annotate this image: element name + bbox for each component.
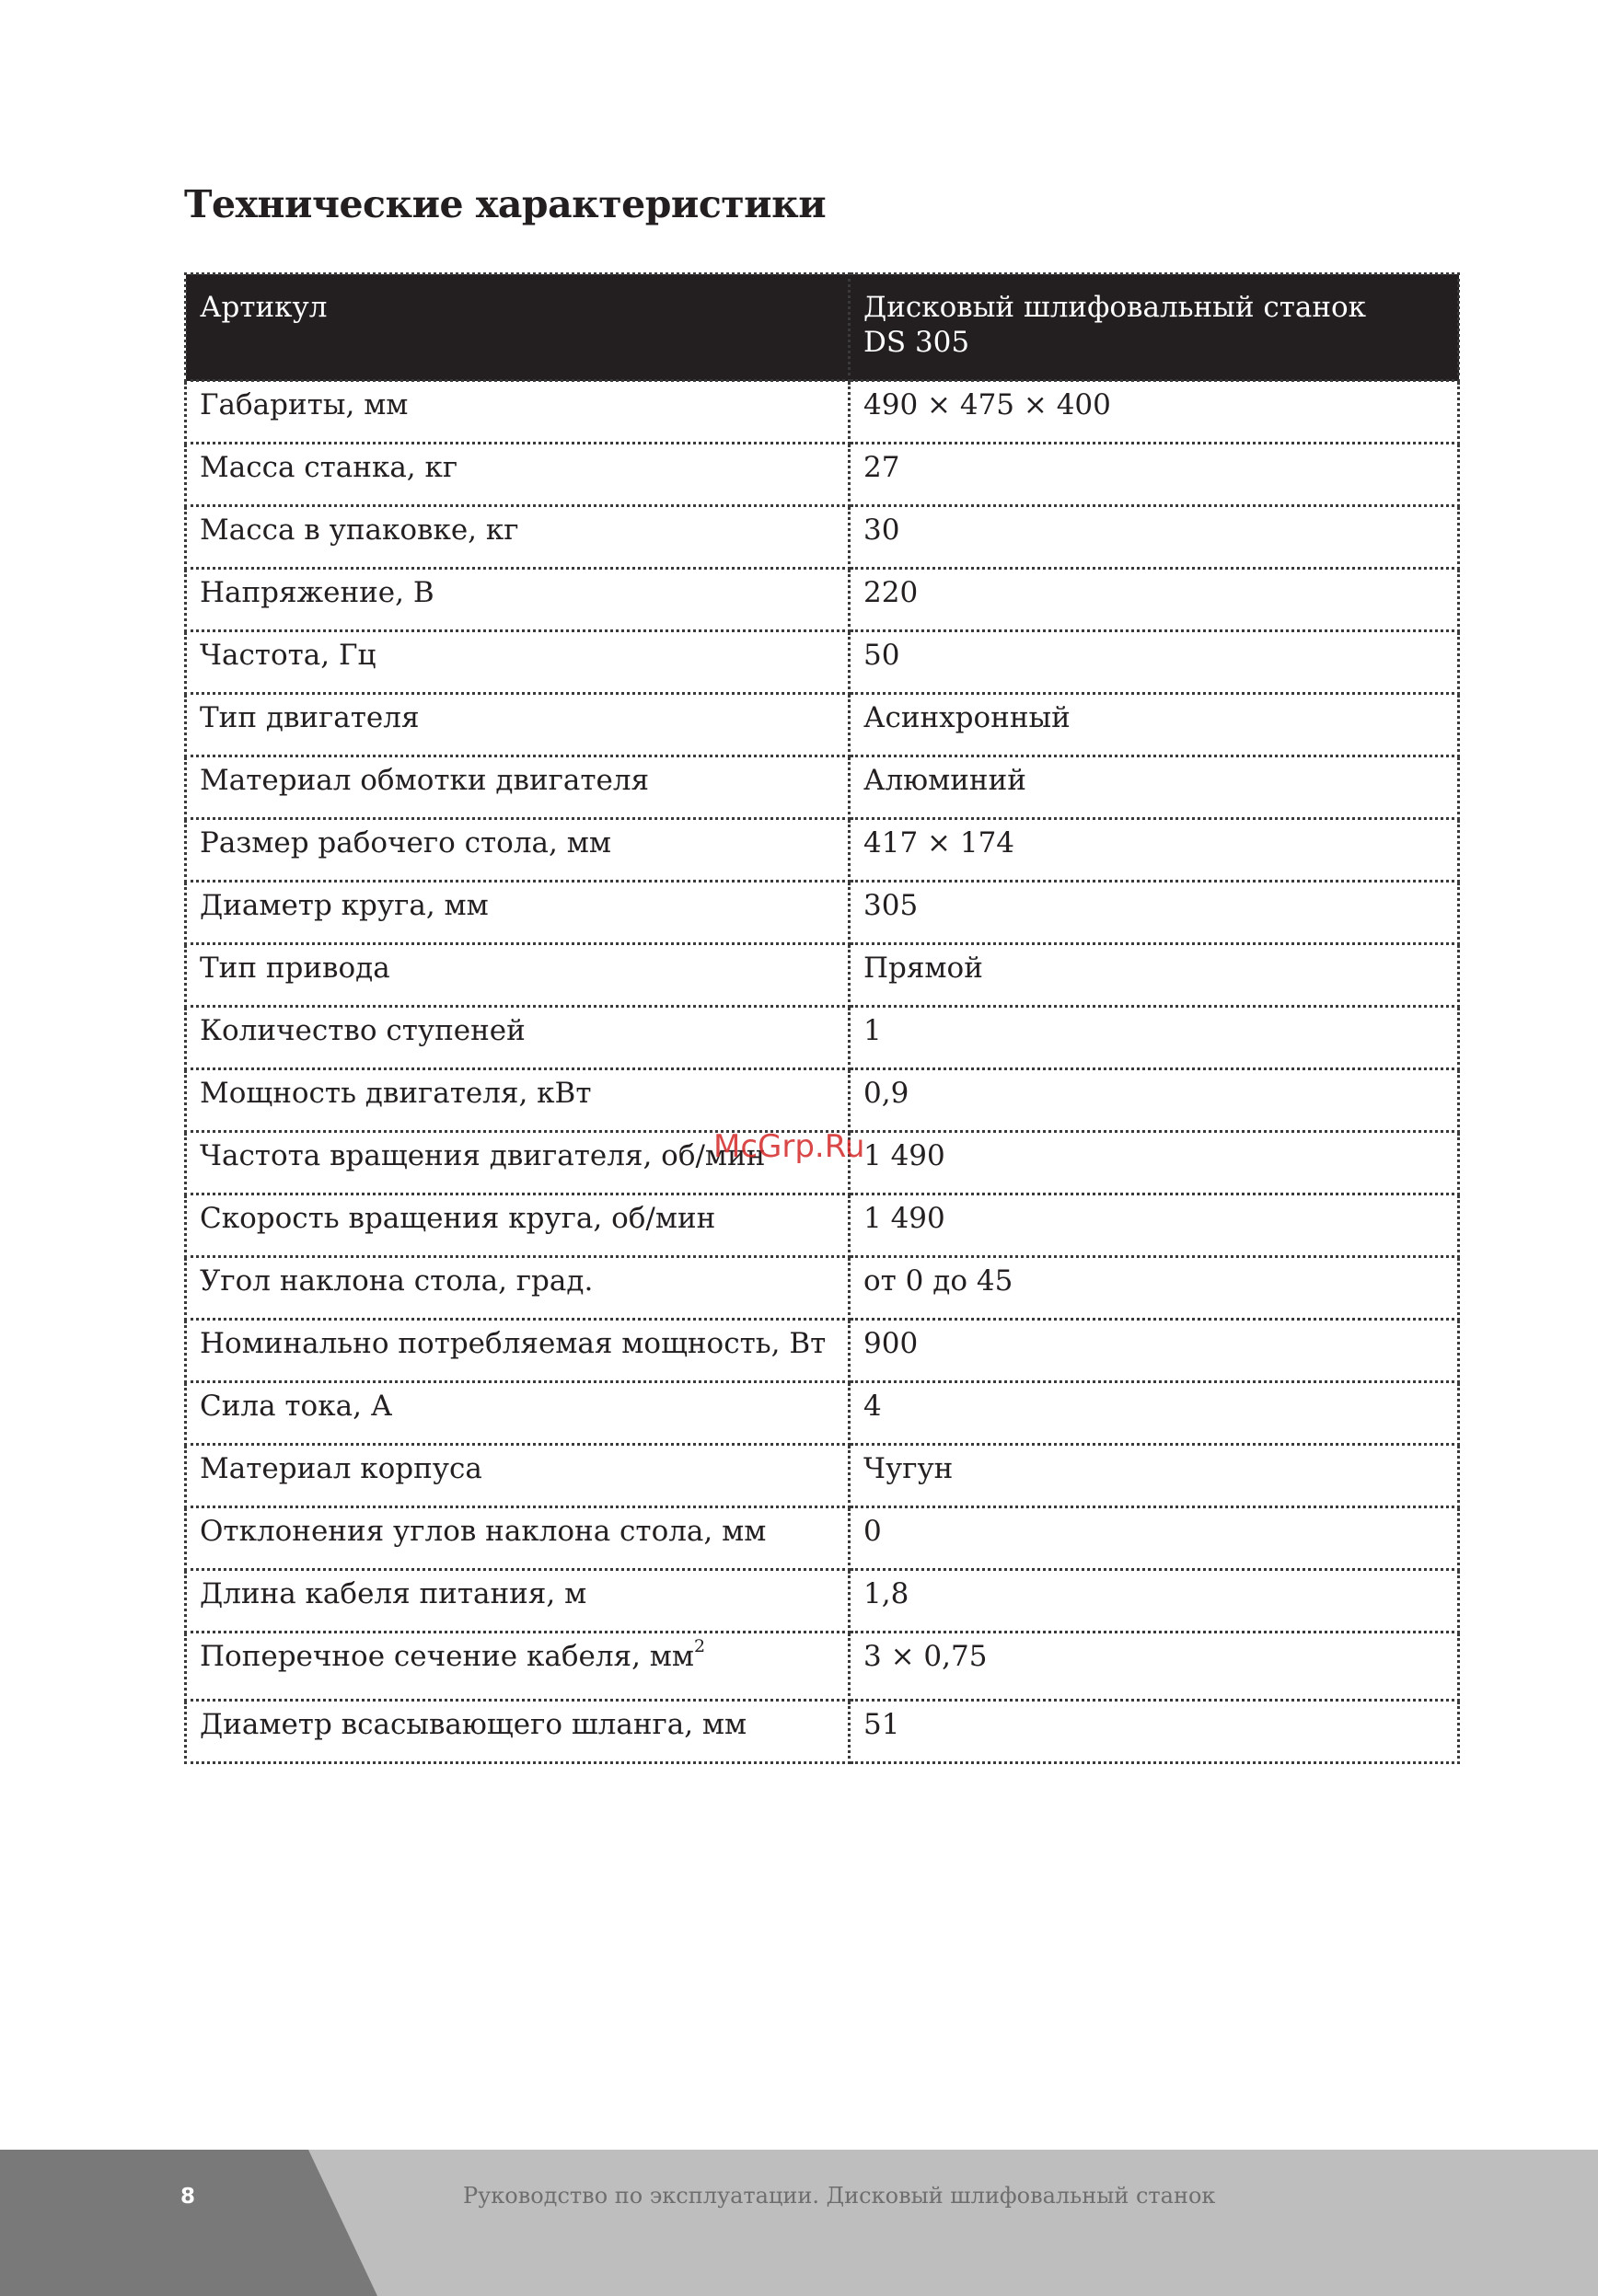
table-row	[186, 1320, 1459, 1382]
spec-label-text: Номинально потребляемая мощность, Вт	[200, 1327, 827, 1360]
table-row	[186, 444, 1459, 506]
spec-label	[186, 882, 850, 944]
spec-value: Прямой	[850, 944, 1459, 1007]
spec-label-text: Материал корпуса	[200, 1452, 482, 1485]
header-value-line2: DS 305	[863, 326, 970, 359]
spec-label	[186, 1507, 850, 1570]
table-row	[186, 756, 1459, 819]
watermark: McGrp.Ru	[713, 1128, 865, 1165]
spec-label	[186, 381, 850, 444]
spec-label-text: Поперечное сечение кабеля, мм	[200, 1640, 695, 1673]
spec-value: 1,8	[850, 1570, 1459, 1633]
spec-label-text: Диаметр круга, мм	[200, 889, 489, 922]
table-row	[186, 1445, 1459, 1507]
spec-label-text: Скорость вращения круга, об/мин	[200, 1202, 716, 1235]
spec-value: 220	[850, 569, 1459, 631]
spec-value: 417 × 174	[850, 819, 1459, 882]
spec-label	[186, 1257, 850, 1320]
spec-label-text: Диаметр всасывающего шланга, мм	[200, 1708, 747, 1741]
table-row	[186, 569, 1459, 631]
spec-label-text: Длина кабеля питания, м	[200, 1577, 587, 1610]
table-row	[186, 882, 1459, 944]
spec-label-text: Мощность двигателя, кВт	[200, 1077, 592, 1110]
spec-value: 1	[850, 1007, 1459, 1069]
table-row	[186, 381, 1459, 444]
table-row	[186, 1194, 1459, 1257]
header-value	[850, 274, 1459, 381]
spec-value: Чугун	[850, 1445, 1459, 1507]
table-row	[186, 1633, 1459, 1701]
spec-label-text: Размер рабочего стола, мм	[200, 826, 611, 860]
spec-value: от 0 до 45	[850, 1257, 1459, 1320]
spec-label	[186, 1194, 850, 1257]
spec-value: 4	[850, 1382, 1459, 1445]
spec-label-text: Отклонения углов наклона стола, мм	[200, 1515, 767, 1548]
spec-label-superscript: 2	[694, 1635, 706, 1656]
spec-value: 900	[850, 1320, 1459, 1382]
spec-table	[184, 272, 1460, 1764]
spec-label-text: Сила тока, А	[200, 1390, 393, 1423]
spec-label-text: Частота, Гц	[200, 639, 376, 672]
page-number: 8	[180, 2185, 196, 2209]
spec-value: Асинхронный	[850, 694, 1459, 756]
table-row	[186, 1257, 1459, 1320]
table-row	[186, 944, 1459, 1007]
spec-value: 3 × 0,75	[850, 1633, 1459, 1701]
spec-label-text: Частота вращения двигателя, об/мин	[200, 1139, 766, 1172]
table-row	[186, 506, 1459, 569]
spec-label	[186, 756, 850, 819]
table-row	[186, 1701, 1459, 1763]
spec-label	[186, 1701, 850, 1763]
spec-label	[186, 506, 850, 569]
spec-label	[186, 631, 850, 694]
spec-label-text: Угол наклона стола, град.	[200, 1264, 594, 1298]
spec-label-text: Масса в упаковке, кг	[200, 513, 519, 547]
header-label: Артикул	[186, 274, 850, 381]
spec-value: 27	[850, 444, 1459, 506]
spec-value: 51	[850, 1701, 1459, 1763]
spec-value: 30	[850, 506, 1459, 569]
spec-label	[186, 944, 850, 1007]
table-row	[186, 1570, 1459, 1633]
table-row	[186, 694, 1459, 756]
spec-value: Алюминий	[850, 756, 1459, 819]
spec-label-text: Материал обмотки двигателя	[200, 764, 650, 797]
spec-label-text: Количество ступеней	[200, 1014, 526, 1047]
table-row	[186, 631, 1459, 694]
spec-label	[186, 819, 850, 882]
footer-title: Руководство по эксплуатации. Дисковый шлифовальный станок	[463, 2183, 1216, 2209]
spec-label	[186, 444, 850, 506]
spec-label	[186, 1320, 850, 1382]
table-row	[186, 819, 1459, 882]
table-row	[186, 1069, 1459, 1132]
table-header-row	[186, 274, 1459, 381]
header-value-line1: Дисковый шлифовальный станок	[863, 291, 1367, 324]
spec-value: 305	[850, 882, 1459, 944]
spec-label	[186, 1382, 850, 1445]
spec-label	[186, 1570, 850, 1633]
spec-label	[186, 1633, 850, 1701]
spec-label-text: Тип привода	[200, 952, 390, 985]
spec-value: 50	[850, 631, 1459, 694]
page-title: Технические характеристики	[184, 182, 827, 226]
table-row	[186, 1007, 1459, 1069]
spec-label-text: Напряжение, В	[200, 576, 434, 609]
spec-label-text: Габариты, мм	[200, 388, 409, 421]
spec-value: 0	[850, 1507, 1459, 1570]
spec-label	[186, 1445, 850, 1507]
spec-label	[186, 1007, 850, 1069]
spec-label-text: Масса станка, кг	[200, 451, 458, 484]
table-row	[186, 1382, 1459, 1445]
spec-value: 0,9	[850, 1069, 1459, 1132]
spec-value: 1 490	[850, 1194, 1459, 1257]
spec-label	[186, 694, 850, 756]
spec-label	[186, 569, 850, 631]
spec-value: 1 490	[850, 1132, 1459, 1194]
spec-value: 490 × 475 × 400	[850, 381, 1459, 444]
table-row	[186, 1507, 1459, 1570]
spec-label	[186, 1069, 850, 1132]
spec-label-text: Тип двигателя	[200, 701, 420, 734]
